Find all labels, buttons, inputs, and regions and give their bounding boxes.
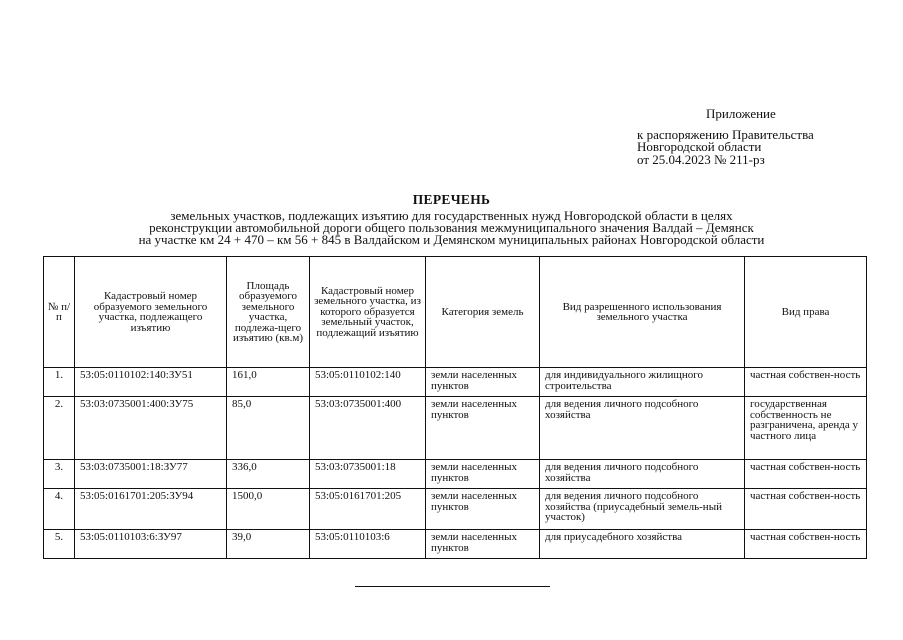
- cell-num: 1.: [44, 368, 75, 397]
- cell-cadastral-source: 53:05:0110103:6: [310, 530, 426, 559]
- cell-category: земли населенных пунктов: [426, 368, 540, 397]
- table-row: [44, 460, 867, 489]
- cell-use: для приусадебного хозяйства: [540, 530, 745, 559]
- table-header-row: [44, 257, 867, 368]
- header-num: № п/п: [44, 257, 75, 368]
- cell-category: земли населенных пунктов: [426, 489, 540, 530]
- cell-area: 161,0: [227, 368, 310, 397]
- table-row: [44, 489, 867, 530]
- cell-cadastral-source: 53:05:0110102:140: [310, 368, 426, 397]
- cell-cadastral-new: 53:05:0161701:205:ЗУ94: [75, 489, 227, 530]
- cell-use: для ведения личного подсобного хозяйства: [540, 397, 745, 460]
- header-cadastral-new: Кадастровый номер образуемого земельного участка, подлежащего изъятию: [75, 257, 227, 368]
- cell-area: 1500,0: [227, 489, 310, 530]
- header-use: Вид разрешенного использования земельного участка: [540, 257, 745, 368]
- cell-cadastral-source: 53:05:0161701:205: [310, 489, 426, 530]
- cell-area: 336,0: [227, 460, 310, 489]
- cell-cadastral-new: 53:03:0735001:400:ЗУ75: [75, 397, 227, 460]
- appendix-block: [637, 108, 814, 166]
- land-plots-table: [43, 256, 867, 559]
- cell-num: 5.: [44, 530, 75, 559]
- closing-divider-line: [355, 586, 550, 587]
- header-cadastral-source: Кадастровый номер земельного участка, из которого образуется земельный участок, подлежащий изъятию: [310, 257, 426, 368]
- cell-use: для ведения личного подсобного хозяйства: [540, 460, 745, 489]
- table-row: [44, 397, 867, 460]
- cell-right: частная собствен-ность: [745, 460, 867, 489]
- cell-cadastral-source: 53:03:0735001:18: [310, 460, 426, 489]
- cell-category: земли населенных пунктов: [426, 397, 540, 460]
- header-category: Категория земель: [426, 257, 540, 368]
- document-title: ПЕРЕЧЕНЬ: [412, 192, 491, 207]
- subtitle-line-2: реконструкции автомобильной дороги общего пользования межмуниципального значения Валдай – Демянск: [149, 220, 754, 235]
- document-subtitle: [40, 210, 863, 246]
- cell-area: 85,0: [227, 397, 310, 460]
- header-area: Площадь образуемого земельного участка, подлежа-щего изъятию (кв.м): [227, 257, 310, 368]
- cell-use: для ведения личного подсобного хозяйства (приусадебный земель-ный участок): [540, 489, 745, 530]
- subtitle-line-3: на участке км 24 + 470 – км 56 + 845 в Валдайском и Демянском муниципальных районах Новгородской области: [138, 232, 765, 247]
- cell-category: земли населенных пунктов: [426, 460, 540, 489]
- cell-use: для индивидуального жилищного строительства: [540, 368, 745, 397]
- cell-right: частная собствен-ность: [745, 489, 867, 530]
- appendix-date-line: от 25.04.2023 № 211-рз: [637, 151, 765, 167]
- cell-category: земли населенных пунктов: [426, 530, 540, 559]
- appendix-region-line: Новгородской области: [637, 139, 762, 154]
- cell-right: государственная собственность не разграничена, аренда у частного лица: [745, 397, 867, 460]
- subtitle-line-1: земельных участков, подлежащих изъятию для государственных нужд Новгородской области в целях: [170, 208, 733, 223]
- cell-right: частная собствен-ность: [745, 368, 867, 397]
- appendix-order-line: к распоряжению Правительства: [637, 126, 814, 142]
- appendix-label: Приложение: [706, 106, 776, 121]
- table-row: [44, 530, 867, 559]
- cell-num: 2.: [44, 397, 75, 460]
- cell-cadastral-source: 53:03:0735001:400: [310, 397, 426, 460]
- cell-area: 39,0: [227, 530, 310, 559]
- cell-cadastral-new: 53:05:0110103:6:ЗУ97: [75, 530, 227, 559]
- table-row: [44, 368, 867, 397]
- cell-cadastral-new: 53:05:0110102:140:ЗУ51: [75, 368, 227, 397]
- cell-num: 4.: [44, 489, 75, 530]
- cell-right: частная собствен-ность: [745, 530, 867, 559]
- header-right: Вид права: [745, 257, 867, 368]
- cell-cadastral-new: 53:03:0735001:18:ЗУ77: [75, 460, 227, 489]
- cell-num: 3.: [44, 460, 75, 489]
